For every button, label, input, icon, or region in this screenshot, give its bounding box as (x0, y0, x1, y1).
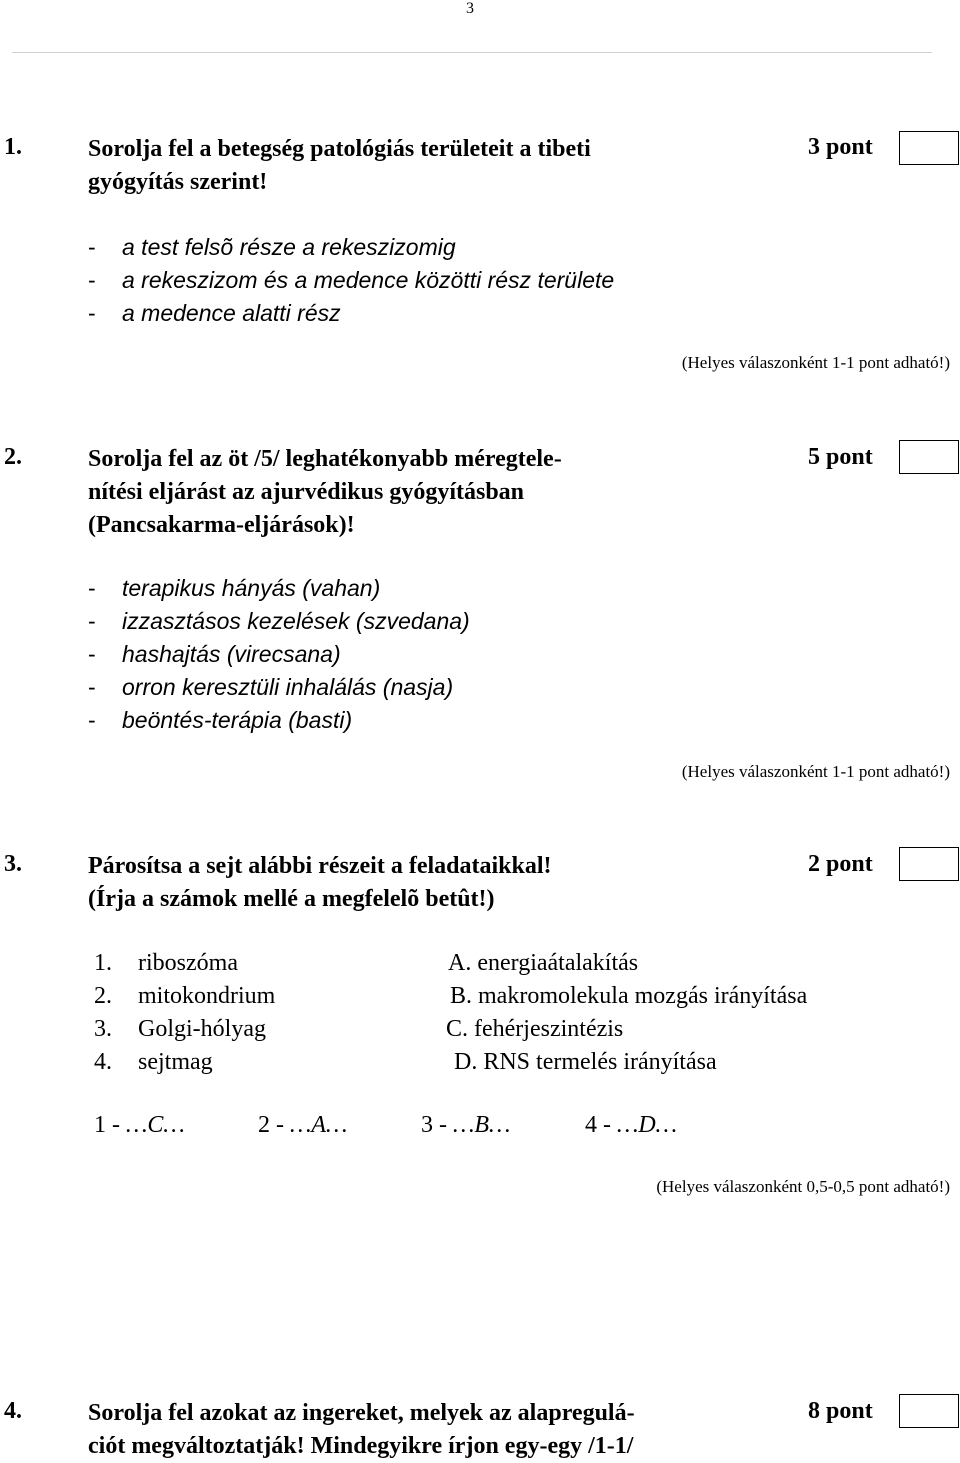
question-3-number: 3. (4, 851, 22, 877)
list-item (94, 947, 275, 980)
answer-text: a medence alatti rész (122, 300, 341, 326)
pair-answer-3 (421, 1112, 510, 1139)
question-4-number: 4. (4, 1398, 22, 1424)
item-number: 3. (94, 1016, 112, 1042)
list-item: A. energiaátalakítás (448, 950, 639, 976)
pair-answer: …D… (617, 1112, 678, 1138)
question-3-scoring-note: (Helyes válaszonként 0,5-0,5 pont adható!) (656, 1177, 950, 1196)
question-2-text-line: Sorolja fel az öt /5/ leghatékonyabb méregtele- (88, 446, 562, 472)
question-3-text (88, 850, 552, 916)
answer-item (88, 605, 470, 638)
answer-text: orron keresztüli inhalálás (nasja) (122, 674, 454, 700)
item-label: mitokondrium (138, 983, 276, 1009)
question-4-text-line: Sorolja fel azokat az ingereket, melyek az alapregulá- (88, 1400, 635, 1426)
answer-text: izzasztásos kezelések (szvedana) (122, 608, 470, 634)
question-1-text-line: Sorolja fel a betegség patológiás területeit a tibeti (88, 136, 591, 162)
answer-item (88, 704, 470, 737)
list-item (94, 1013, 275, 1046)
item-label: Golgi-hólyag (138, 1016, 266, 1042)
pair-answer-2 (258, 1112, 347, 1139)
list-dash: - (88, 234, 96, 260)
pair-answer: …A… (290, 1112, 348, 1138)
question-2-scoring-note: (Helyes válaszonként 1-1 pont adható!) (681, 762, 950, 781)
item-label: sejtmag (138, 1049, 213, 1075)
list-item (94, 980, 275, 1013)
list-dash: - (88, 575, 96, 601)
pair-answer: …C… (126, 1112, 185, 1138)
question-1-score-box[interactable] (899, 131, 959, 165)
question-3-text-line: (Írja a számok mellé a megfelelõ betût!) (88, 886, 495, 912)
question-1-scoring-note: (Helyes válaszonként 1-1 pont adható!) (681, 353, 950, 372)
question-1-points: 3 pont (808, 134, 873, 160)
question-2-text-line: nítési eljárást az ajurvédikus gyógyításban (88, 479, 525, 505)
answer-text: a test felsõ része a rekeszizomig (122, 234, 456, 260)
answer-item (88, 231, 614, 264)
cell-parts-list (94, 947, 275, 1079)
item-number: 4. (94, 1049, 112, 1075)
question-1-number: 1. (4, 134, 22, 160)
header-divider (12, 52, 932, 53)
pair-answer-4 (585, 1112, 677, 1139)
list-item (94, 1046, 275, 1079)
answer-text: beöntés-terápia (basti) (122, 707, 353, 733)
pair-answer: …B… (453, 1112, 511, 1138)
question-2-text-line: (Pancsakarma-eljárások)! (88, 512, 355, 538)
answer-item (88, 572, 470, 605)
list-dash: - (88, 707, 96, 733)
question-2-points: 5 pont (808, 444, 873, 470)
list-dash: - (88, 641, 96, 667)
answer-item (88, 297, 614, 330)
list-dash: - (88, 267, 96, 293)
pair-answer-1 (94, 1112, 185, 1139)
question-4-text-line: ciót megváltoztatják! Mindegyikre írjon egy-egy /1-1/ (88, 1433, 634, 1459)
answer-item (88, 638, 470, 671)
page-number: 3 (466, 0, 474, 17)
question-4-points: 8 pont (808, 1398, 873, 1424)
list-dash: - (88, 674, 96, 700)
question-1-answers (88, 231, 614, 330)
question-4-text (88, 1397, 635, 1463)
question-2-text (88, 443, 562, 542)
question-3-points: 2 pont (808, 851, 873, 877)
question-2-score-box[interactable] (899, 440, 959, 474)
list-dash: - (88, 608, 96, 634)
answer-text: terapikus hányás (vahan) (122, 575, 381, 601)
question-3-score-box[interactable] (899, 847, 959, 881)
answer-item (88, 671, 470, 704)
question-1-text (88, 133, 591, 199)
pair-prefix: 1 - (94, 1112, 126, 1138)
functions-list (448, 947, 807, 1079)
question-3-text-line: Párosítsa a sejt alábbi részeit a feladataikkal! (88, 853, 552, 879)
pair-prefix: 2 - (258, 1112, 290, 1138)
item-label: riboszóma (138, 950, 238, 976)
answer-text: a rekeszizom és a medence közötti rész területe (122, 267, 615, 293)
answer-item (88, 264, 614, 297)
item-number: 1. (94, 950, 112, 976)
pair-prefix: 3 - (421, 1112, 453, 1138)
list-item: B. makromolekula mozgás irányítása (450, 983, 808, 1009)
question-4-score-box[interactable] (899, 1394, 959, 1428)
question-2-answers (88, 572, 470, 737)
list-item: D. RNS termelés irányítása (454, 1049, 717, 1075)
question-2-number: 2. (4, 444, 22, 470)
list-item: C. fehérjeszintézis (446, 1016, 624, 1042)
question-1-text-line: gyógyítás szerint! (88, 169, 268, 195)
item-number: 2. (94, 983, 112, 1009)
pair-prefix: 4 - (585, 1112, 617, 1138)
answer-text: hashajtás (virecsana) (122, 641, 341, 667)
list-dash: - (88, 300, 96, 326)
